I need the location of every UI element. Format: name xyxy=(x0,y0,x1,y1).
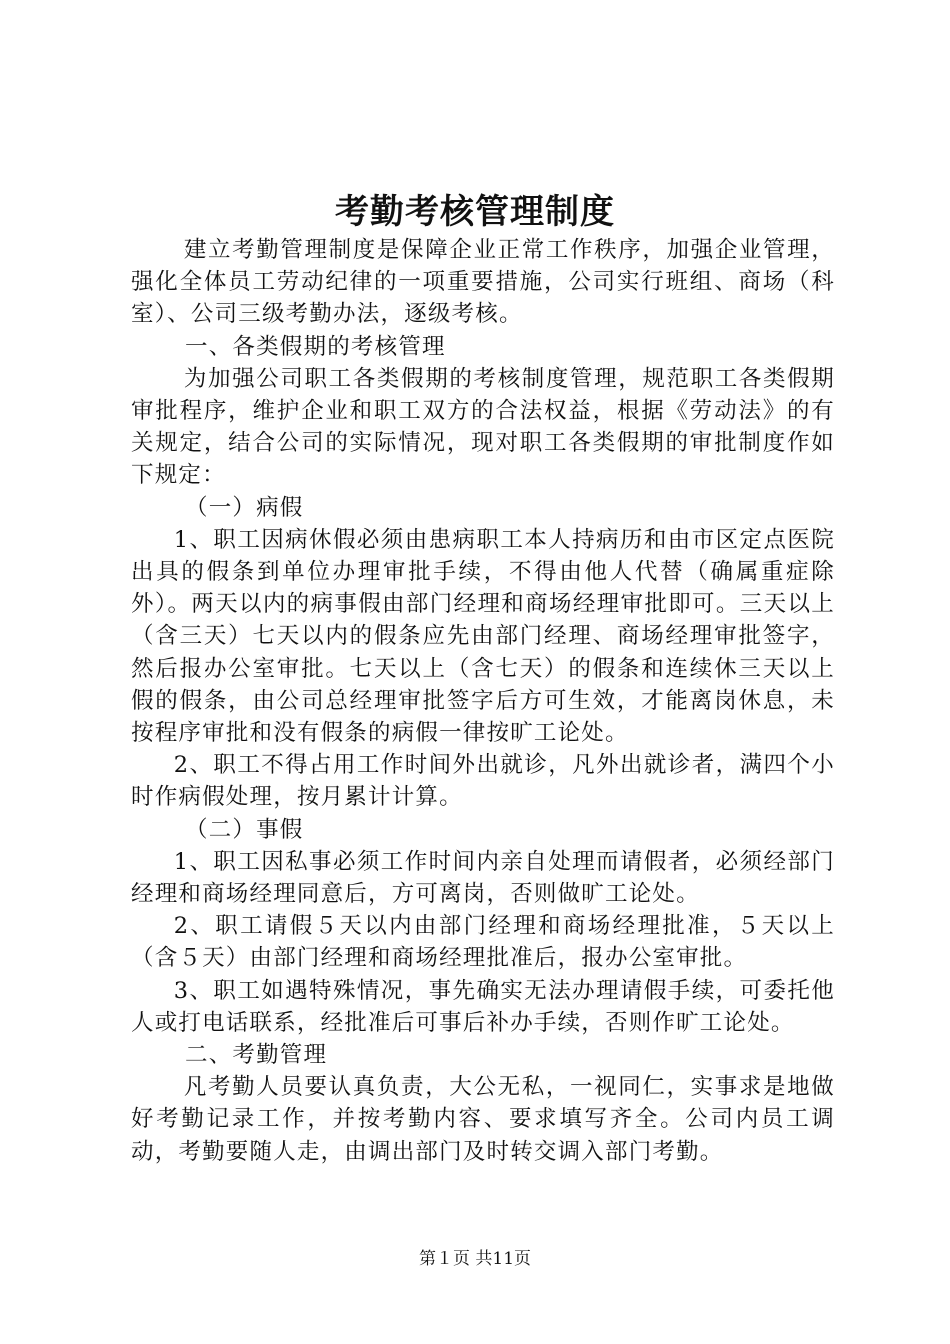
sick-leave-item-2: 2、职工不得占用工作时间外出就诊，凡外出就诊者，满四个小时作病假处理，按月累计计算。 xyxy=(131,752,835,811)
section-heading-attendance: 二、考勤管理 xyxy=(185,1042,328,1069)
intro-paragraph: 建立考勤管理制度是保障企业正常工作秩序，加强企业管理，强化全体员工劳动纪律的一项重要措施，公司实行班组、商场（科室）、公司三级考勤办法，逐级考核。 xyxy=(131,237,835,328)
subsection-heading-sick-leave: （一）病假 xyxy=(185,494,304,521)
subsection-heading-personal-leave: （二）事假 xyxy=(185,816,304,843)
personal-leave-item-2: 2、职工请假５天以内由部门经理和商场经理批准，５天以上（含５天）由部门经理和商场经理批准后，报办公室审批。 xyxy=(131,913,835,972)
attendance-paragraph: 凡考勤人员要认真负责，大公无私，一视同仁，实事求是地做好考勤记录工作，并按考勤内容、要求填写齐全。公司内员工调动，考勤要随人走，由调出部门及时转交调入部门考勤。 xyxy=(131,1074,835,1165)
page-footer: 第１页 共11页 xyxy=(418,1249,532,1269)
personal-leave-item-1: 1、职工因私事必须工作时间内亲自处理而请假者，必须经部门经理和商场经理同意后，方可离岗，否则做旷工论处。 xyxy=(131,848,835,908)
leave-intro-paragraph: 为加强公司职工各类假期的考核制度管理，规范职工各类假期审批程序，维护企业和职工双方的合法权益，根据《劳动法》的有关规定，结合公司的实际情况，现对职工各类假期的审批制度作如下规定： xyxy=(131,365,835,489)
document-title: 考勤考核管理制度 xyxy=(335,192,615,232)
document-body xyxy=(131,234,835,1168)
sick-leave-item-1: 1、职工因病休假必须由患病职工本人持病历和由市区定点医院出具的假条到单位办理审批手续，不得由他人代替（确属重症除外）。两天以内的病事假由部门经理和商场经理审批即可。三天以上（含三天）七天以内的假条应先由部门经理、商场经理审批签字，然后报办公室审批。七天以上（含七天）的假条和连续休三天以上假的假条，由公司总经理审批签字后方可生效，才能离岗休息，未按程序审批和没有假条的病假一律按旷工论处。 xyxy=(131,526,835,747)
personal-leave-item-3: 3、职工如遇特殊情况，事先确实无法办理请假手续，可委托他人或打电话联系，经批准后可事后补办手续，否则作旷工论处。 xyxy=(131,977,835,1036)
section-heading-leave: 一、各类假期的考核管理 xyxy=(185,333,446,360)
